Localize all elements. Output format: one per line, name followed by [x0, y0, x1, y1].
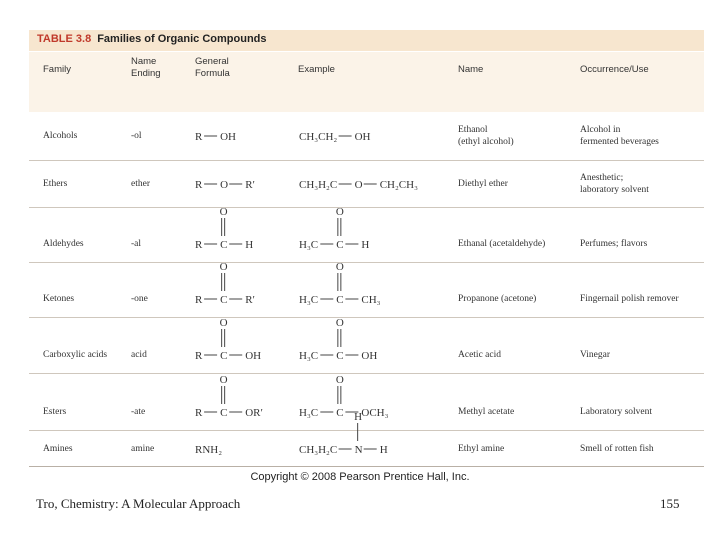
family-cell: Esters	[43, 407, 67, 417]
example-formula-top-atom: H	[354, 411, 363, 423]
name-ending-cell: -al	[131, 239, 142, 249]
name-ending-cell: amine	[131, 444, 155, 454]
general-formula-top-atom: O	[219, 374, 228, 386]
general-formula-atom: OR′	[245, 407, 263, 419]
example-formula-atom: H₃C	[299, 294, 319, 306]
general-formula-atom: C	[220, 407, 228, 419]
general-formula-atom: H	[245, 239, 254, 251]
example-formula-atom: H₃C	[299, 407, 319, 419]
occurrence-cell: Perfumes; flavors	[580, 239, 648, 249]
example-formula-atom: C	[336, 350, 344, 362]
name-ending-cell: ether	[131, 179, 150, 189]
example-formula-atom: H₃C	[299, 239, 319, 251]
example-formula-top-atom: O	[335, 261, 344, 273]
organic-compounds-table	[29, 30, 704, 467]
example-formula-atom: C	[336, 294, 344, 306]
family-cell: Carboxylic acids	[43, 350, 108, 360]
example-formula-atom: H₃C	[299, 350, 319, 362]
header-name: Name	[458, 64, 484, 75]
family-cell: Alcohols	[43, 131, 78, 141]
occurrence-cell: Laboratory solvent	[580, 407, 653, 417]
name-ending-cell: -one	[131, 294, 148, 304]
copyright-notice: Copyright © 2008 Pearson Prentice Hall, Inc.	[250, 471, 470, 483]
general-formula-atom: R′	[245, 294, 255, 306]
header-name-ending: Name Ending	[131, 56, 161, 79]
general-formula-atom: R	[195, 239, 203, 251]
occurrence-cell: Fingernail polish remover	[580, 294, 679, 304]
example-formula-atom: OH	[361, 350, 378, 362]
header-example: Example	[298, 64, 335, 75]
example-formula-top-atom: O	[335, 317, 344, 329]
example-formula-atom: C	[336, 407, 344, 419]
name-ending-cell: -ol	[131, 131, 142, 141]
occurrence-cell: Vinegar	[580, 350, 611, 360]
example-formula-atom: CH₃H₂C	[299, 179, 338, 191]
family-cell: Ethers	[43, 179, 68, 189]
example-formula-atom: CH₂CH₃	[379, 179, 418, 191]
structural-formulas	[29, 30, 704, 467]
example-formula-top-atom: O	[335, 374, 344, 386]
general-formula-atom: C	[220, 294, 228, 306]
example-formula-top-atom: O	[335, 206, 344, 218]
general-formula-top-atom: O	[219, 261, 228, 273]
example-formula-atom: OH	[354, 131, 371, 143]
header-family: Family	[43, 64, 71, 75]
compound-name-cell: Ethanol (ethyl alcohol)	[458, 125, 514, 147]
example-formula-atom: CH₃H₂C	[299, 444, 338, 456]
general-formula-atom: R	[195, 294, 203, 306]
example-formula-atom: CH₃CH₂	[299, 131, 338, 143]
compound-name-cell: Propanone (acetone)	[458, 294, 537, 304]
family-cell: Amines	[43, 444, 73, 454]
example-formula-atom: CH₃	[361, 294, 381, 306]
general-formula-atom: C	[220, 350, 228, 362]
general-formula-atom: R	[195, 179, 203, 191]
general-formula-atom: OH	[220, 131, 236, 143]
page-number: 155	[660, 496, 680, 511]
family-cell: Aldehydes	[43, 239, 84, 249]
general-formula-atom: O	[220, 179, 229, 191]
example-formula-atom: C	[336, 239, 344, 251]
header-general-formula: General Formula	[195, 56, 230, 79]
compound-name-cell: Ethanal (acetaldehyde)	[458, 239, 546, 249]
occurrence-cell: Smell of rotten fish	[580, 444, 654, 454]
compound-name-cell: Methyl acetate	[458, 407, 515, 417]
general-formula-atom: RNH₂	[195, 444, 223, 456]
name-ending-cell: -ate	[131, 407, 146, 417]
compound-name-cell: Diethyl ether	[458, 179, 508, 189]
example-formula-atom: OCH₃	[361, 407, 389, 419]
example-formula-atom: O	[354, 179, 363, 191]
occurrence-cell: Anesthetic; laboratory solvent	[580, 173, 649, 195]
family-cell: Ketones	[43, 294, 75, 304]
header-occurrence-use: Occurrence/Use	[580, 64, 649, 75]
name-ending-cell: acid	[131, 350, 147, 360]
general-formula-atom: R′	[245, 179, 255, 191]
general-formula-atom: R	[195, 131, 203, 143]
general-formula-atom: R	[195, 407, 203, 419]
general-formula-top-atom: O	[219, 317, 228, 329]
general-formula-atom: OH	[245, 350, 262, 362]
footer-source: Tro, Chemistry: A Molecular Approach	[36, 496, 241, 511]
general-formula-atom: R	[195, 350, 203, 362]
general-formula-top-atom: O	[219, 206, 228, 218]
table-title-text: Families of Organic Compounds	[97, 33, 267, 45]
example-formula-atom: H	[361, 239, 370, 251]
table-number: TABLE 3.8	[37, 33, 92, 45]
general-formula-atom: C	[220, 239, 228, 251]
table-bottom-rule	[29, 466, 704, 467]
compound-name-cell: Ethyl amine	[458, 444, 505, 454]
occurrence-cell: Alcohol in fermented beverages	[580, 125, 659, 147]
compound-name-cell: Acetic acid	[458, 350, 501, 360]
example-formula-atom: H	[379, 444, 388, 456]
example-formula-atom: N	[354, 444, 363, 456]
